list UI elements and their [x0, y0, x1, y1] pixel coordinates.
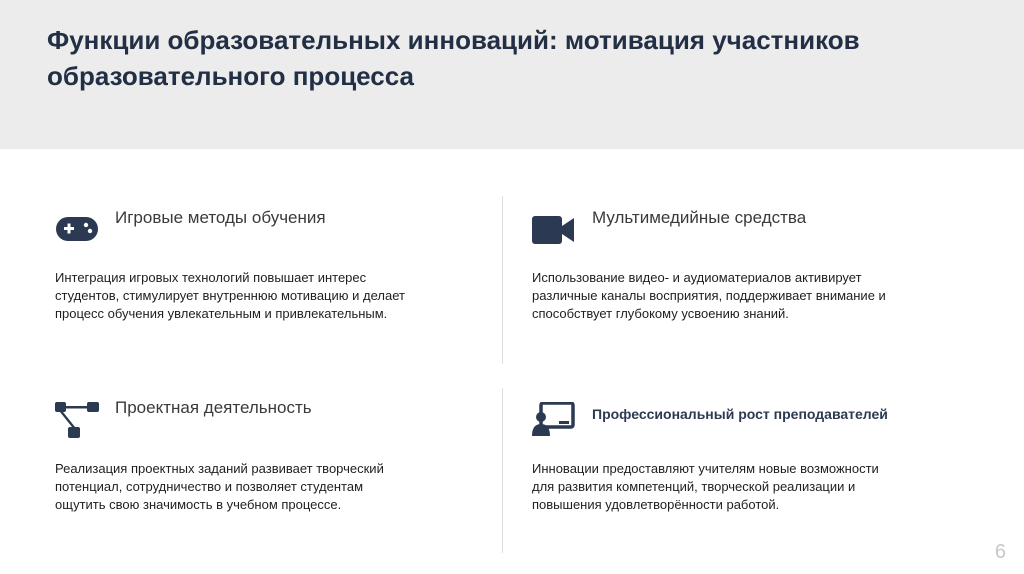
card-text: Использование видео- и аудиоматериалов активирует различные каналы восприятия, поддерживает внимание и способствует глубокому усвоению знаний. — [532, 270, 886, 321]
card-multimedia — [532, 207, 952, 357]
card-text: Инновации предоставляют учителям новые возможности для развития компетенций, творческой реализации и повышения удовлетворённости работой. — [532, 461, 879, 512]
video-camera-icon — [532, 214, 578, 252]
teacher-board-icon — [532, 402, 578, 440]
card-game-methods — [55, 207, 475, 357]
card-text: Реализация проектных заданий развивает творческий потенциал, сотрудничество и позволяет студентам ощутить свою значимость в учебном процессе. — [55, 461, 384, 512]
card-teacher-growth — [532, 400, 952, 550]
card-title: Проектная деятельность — [115, 398, 312, 417]
card-title: Мультимедийные средства — [592, 208, 807, 227]
column-divider-top — [502, 196, 503, 364]
column-divider-bottom — [502, 388, 503, 553]
gamepad-icon — [55, 212, 101, 250]
slide-title: Функции образовательных инноваций: мотивация участников образовательного процесса — [47, 25, 860, 91]
card-project-activity — [55, 397, 475, 547]
page-number: 6 — [994, 541, 1006, 563]
card-title: Игровые методы обучения — [115, 208, 326, 227]
slide-header — [0, 0, 1024, 149]
card-text: Интеграция игровых технологий повышает интерес студентов, стимулирует внутреннюю мотивацию и делает процесс обучения увлекательным и привлекательным. — [55, 270, 405, 321]
project-diagram-icon — [55, 401, 101, 439]
card-title: Профессиональный рост преподавателей — [592, 406, 888, 422]
